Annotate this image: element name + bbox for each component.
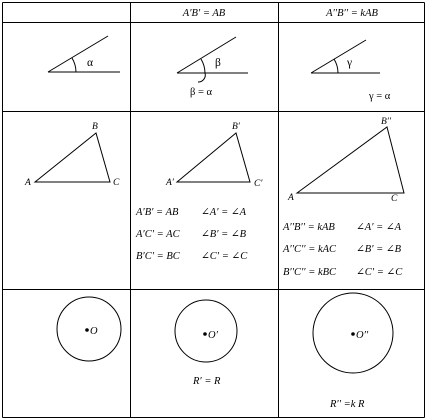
circle-o bbox=[57, 297, 121, 361]
angle-beta bbox=[177, 37, 248, 82]
triangle-a1b1c1-vertex-a: A′ bbox=[166, 178, 174, 188]
relation-angle-2: ∠B′ = ∠B bbox=[201, 229, 247, 240]
relation-side-3: B′C′ = BC bbox=[136, 251, 180, 262]
relation-k-angle-2: ∠B′ = ∠B bbox=[356, 244, 402, 255]
circle-o1-center bbox=[204, 333, 207, 336]
circle-o2-label: O′′ bbox=[356, 330, 369, 341]
relation-k-angle-3: ∠C′ = ∠C bbox=[356, 267, 403, 278]
header-col3: A′′B′′ = kAB bbox=[326, 8, 378, 19]
circle-o-label: O bbox=[90, 326, 98, 337]
triangle-a1b1c1-vertex-c: C′ bbox=[254, 179, 263, 189]
angle-alpha-label: α bbox=[87, 57, 94, 69]
relation-k-side-2: A′′C′′ = kAC bbox=[283, 244, 337, 255]
angle-gamma-label: γ bbox=[347, 57, 353, 69]
triangle-a2b2c2-vertex-b: B′′ bbox=[381, 117, 391, 127]
triangle-abc bbox=[35, 133, 110, 182]
circle-o1-label: O′ bbox=[208, 330, 218, 341]
circle-o-center bbox=[86, 329, 89, 332]
header-col2: A′B′ = AB bbox=[182, 8, 226, 19]
circle-o1-equation: R′ = R bbox=[193, 376, 221, 387]
angle-alpha bbox=[48, 36, 120, 72]
angle-beta-label: β bbox=[215, 57, 221, 69]
relation-k-side-3: B′′C′′ = kBC bbox=[283, 267, 337, 278]
triangle-a2b2c2-vertex-a: A bbox=[288, 193, 294, 203]
triangle-abc-vertex-a: A bbox=[25, 178, 31, 188]
angle-gamma bbox=[311, 40, 380, 73]
angle-beta-equation: β = α bbox=[190, 87, 213, 98]
relation-side-2: A′C′ = AC bbox=[136, 229, 180, 240]
circle-o2-center bbox=[352, 333, 355, 336]
triangle-a2b2c2 bbox=[297, 127, 404, 193]
triangle-a2b2c2-vertex-c: C bbox=[391, 194, 398, 204]
relation-side-1: A′B′ = AB bbox=[136, 207, 179, 218]
circle-o1 bbox=[175, 300, 237, 362]
relation-angle-1: ∠A′ = ∠A bbox=[201, 207, 247, 218]
triangle-abc-vertex-b: B bbox=[92, 122, 98, 132]
relation-angle-3: ∠C′ = ∠C bbox=[201, 251, 248, 262]
circle-o2-equation: R′′ =k R bbox=[330, 399, 365, 410]
relation-k-angle-1: ∠A′ = ∠A bbox=[356, 222, 402, 233]
triangle-a1b1c1 bbox=[177, 133, 250, 182]
relation-k-side-1: A′′B′′ = kAB bbox=[283, 222, 335, 233]
angle-gamma-equation: γ = α bbox=[369, 91, 391, 102]
triangle-a1b1c1-vertex-b: B′ bbox=[232, 122, 240, 132]
triangle-abc-vertex-c: C bbox=[113, 178, 120, 188]
